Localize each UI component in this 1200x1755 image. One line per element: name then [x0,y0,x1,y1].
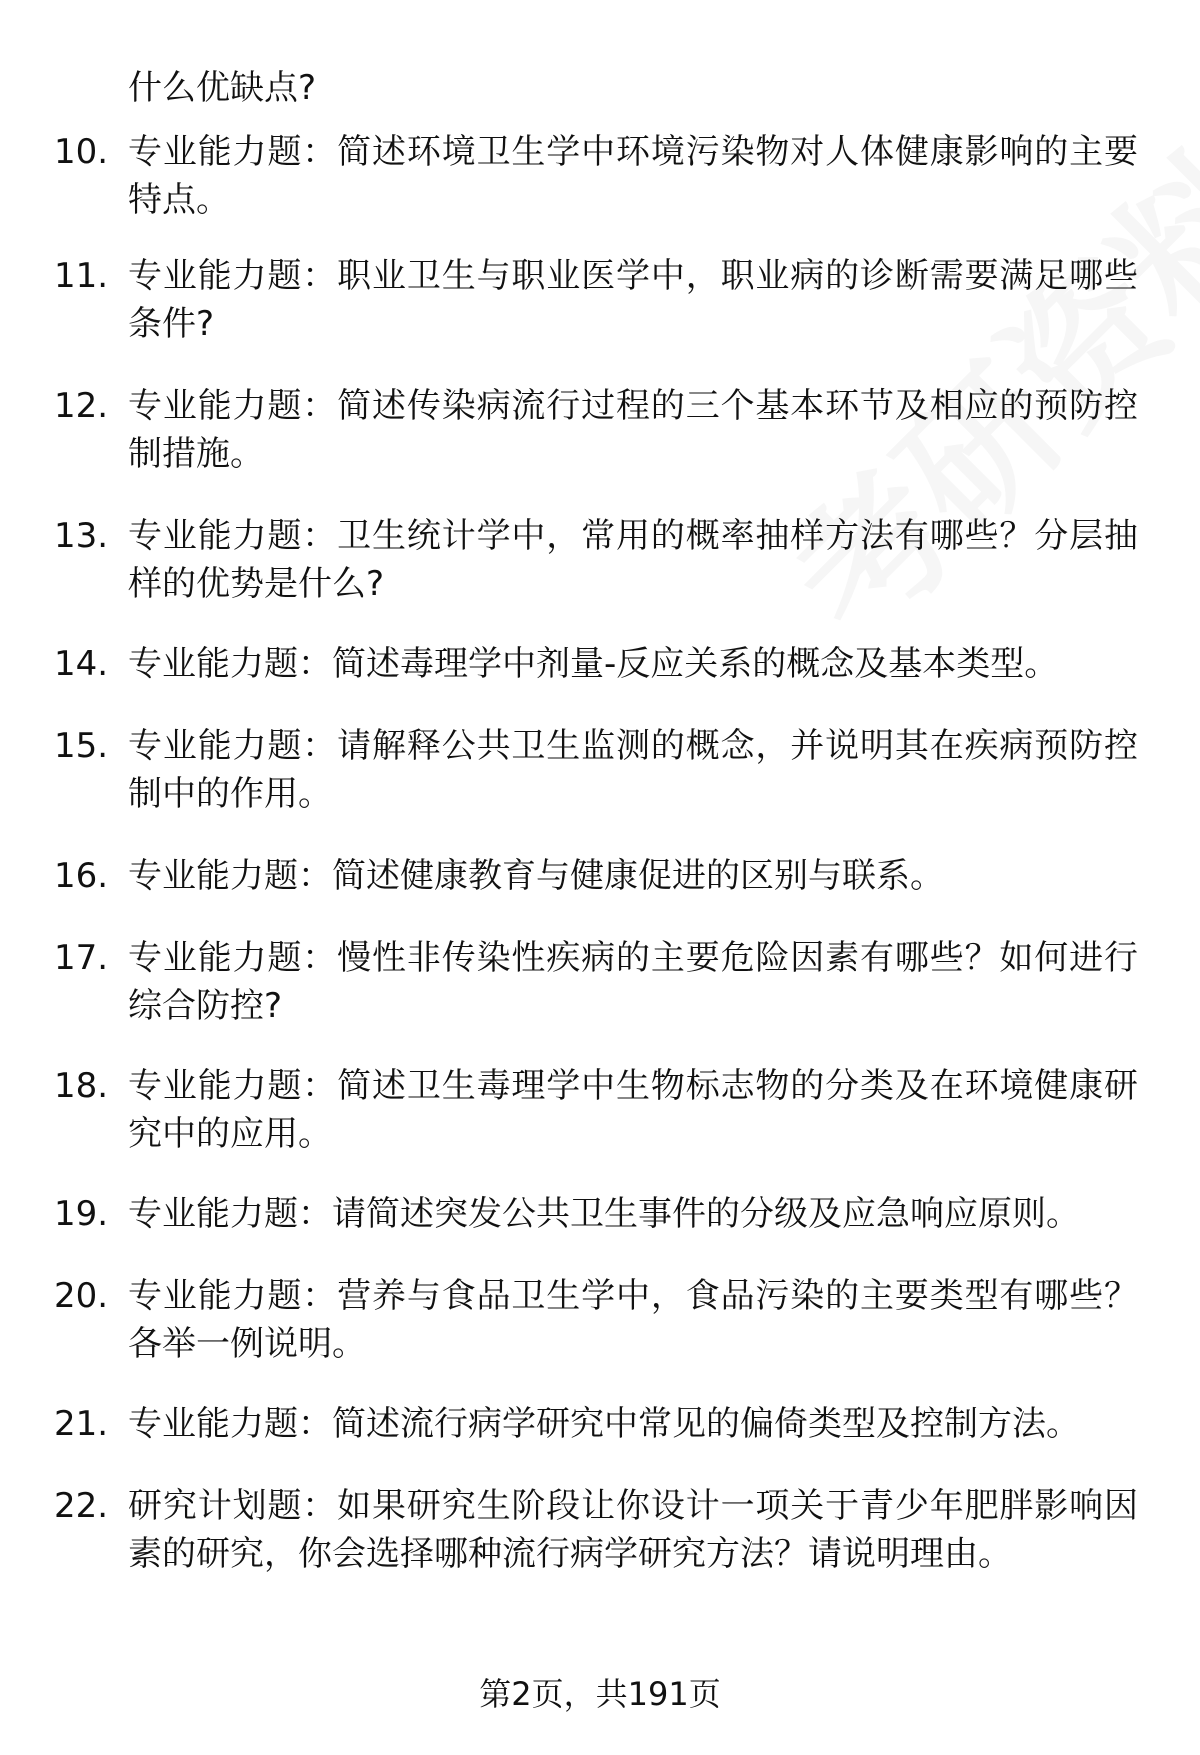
question-number: 12. [54,386,109,426]
question-number: 13. [54,516,109,556]
continuation-text: 什么优缺点? [128,68,317,108]
question-number: 19. [54,1194,109,1234]
question-text: 专业能力题：请解释公共卫生监测的概念，并说明其在疾病预防控制中的作用。 [128,726,1138,814]
question-text: 专业能力题：简述健康教育与健康促进的区别与联系。 [128,856,944,896]
question-text: 专业能力题：简述环境卫生学中环境污染物对人体健康影响的主要特点。 [128,132,1138,220]
question-number: 14. [54,644,109,684]
question-number: 15. [54,726,109,766]
question-text: 专业能力题：卫生统计学中，常用的概率抽样方法有哪些？分层抽样的优势是什么? [128,516,1138,604]
question-number: 20. [54,1276,109,1316]
question-text: 专业能力题：简述卫生毒理学中生物标志物的分类及在环境健康研究中的应用。 [128,1066,1138,1154]
question-number: 21. [54,1404,109,1444]
question-text: 研究计划题：如果研究生阶段让你设计一项关于青少年肥胖影响因素的研究，你会选择哪种流行病学研究方法？请说明理由。 [128,1486,1138,1574]
question-text: 专业能力题：简述毒理学中剂量-反应关系的概念及基本类型。 [128,644,1059,684]
question-number: 22. [54,1486,109,1526]
question-number: 11. [54,256,109,296]
question-number: 16. [54,856,109,896]
page-footer: 第2页，共191页 [479,1675,721,1713]
question-number: 17. [54,938,109,978]
question-text: 专业能力题：营养与食品卫生学中，食品污染的主要类型有哪些？各举一例说明。 [128,1276,1138,1364]
question-text: 专业能力题：简述流行病学研究中常见的偏倚类型及控制方法。 [128,1404,1080,1444]
question-number: 10. [54,132,109,172]
question-text: 专业能力题：职业卫生与职业医学中，职业病的诊断需要满足哪些条件? [128,256,1138,344]
question-number: 18. [54,1066,109,1106]
question-text: 专业能力题：简述传染病流行过程的三个基本环节及相应的预防控制措施。 [128,386,1138,474]
question-text: 专业能力题：请简述突发公共卫生事件的分级及应急响应原则。 [128,1194,1080,1234]
question-text: 专业能力题：慢性非传染性疾病的主要危险因素有哪些？如何进行综合防控? [128,938,1138,1026]
